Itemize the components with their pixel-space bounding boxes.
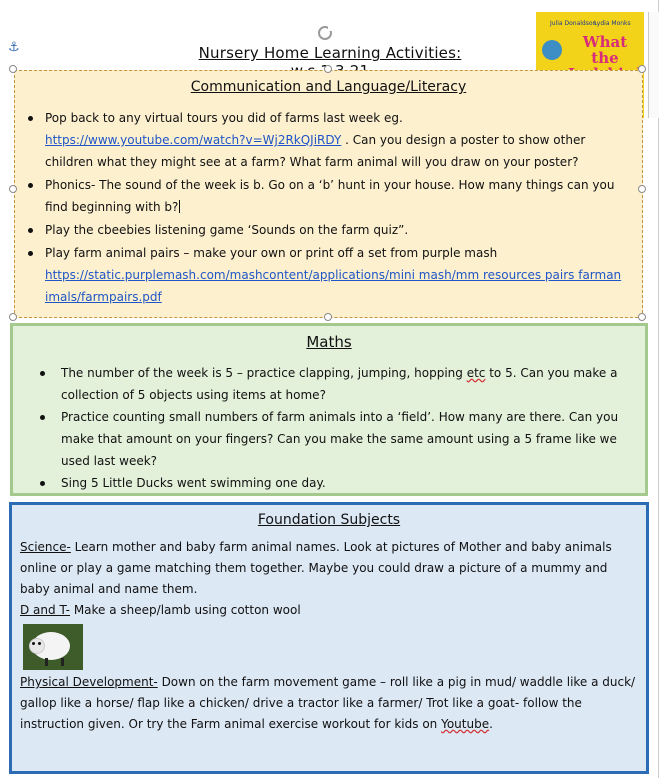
- scrollbar[interactable]: [648, 12, 659, 118]
- resize-handle[interactable]: [9, 185, 17, 193]
- pd-label: Physical Development-: [20, 675, 158, 689]
- pd-paragraph: Physical Development- Down on the farm movement game – roll like a pig in mud/ waddle like a duck/ gallop like a horse/ flap like a chicken/ drive a tractor like a farmer/ Trot like a goat- follow the instruction given. Or try the Farm animal exercise workout for kids on Youtube.: [20, 675, 636, 731]
- bullet-icon: [28, 183, 33, 188]
- maths-section: [10, 323, 648, 496]
- bullet-icon: [40, 481, 45, 486]
- literacy-list: [28, 107, 624, 308]
- maths-list: [40, 362, 630, 494]
- resize-handle[interactable]: [9, 313, 17, 321]
- book-illustrator: Lydia Monks: [594, 20, 631, 27]
- purplemash-link[interactable]: https://static.purplemash.com/mashcontent/applications/mini mash/mm resources pairs farmanimals/farmpairs.pdf: [45, 268, 622, 304]
- resize-handle[interactable]: [638, 65, 646, 73]
- list-item: The number of the week is 5 – practice clapping, jumping, hopping etc to 5. Can you make a collection of 5 objects using items at home?: [40, 362, 630, 406]
- dt-label: D and T-: [20, 603, 71, 617]
- resize-handle[interactable]: [324, 313, 332, 321]
- rotate-handle-icon[interactable]: [318, 26, 332, 40]
- resize-handle[interactable]: [324, 65, 332, 73]
- resize-handle[interactable]: [9, 65, 17, 73]
- list-item: Sing 5 Little Ducks went swimming one day.: [40, 472, 630, 494]
- text-cursor: [179, 200, 180, 213]
- list-item: Play farm animal pairs – make your own or print off a set from purple mash https://static.purplemash.com/mashcontent/applications/mini mash/mm resources pairs farmanimals/farmpairs.pdf: [28, 242, 624, 308]
- bullet-icon: [40, 415, 45, 420]
- bullet-icon: [28, 116, 33, 121]
- science-label: Science-: [20, 540, 71, 554]
- youtube-link[interactable]: https://www.youtube.com/watch?v=Wj2RkQJiRDY: [45, 133, 342, 147]
- book-title: What the: [582, 33, 628, 67]
- bullet-icon: [40, 371, 45, 376]
- resize-handle[interactable]: [638, 313, 646, 321]
- literacy-section[interactable]: [14, 70, 643, 318]
- bullet-icon: [28, 251, 33, 256]
- resize-handle[interactable]: [638, 185, 646, 193]
- maths-heading: Maths: [306, 333, 352, 351]
- list-item: Practice counting small numbers of farm animals into a ‘field’. How many are there. Can you make that amount on your fingers? Can you make the same amount using a 5 frame like we used last week?: [40, 406, 630, 472]
- list-item: Phonics- The sound of the week is b. Go on a ‘b’ hunt in your house. How many things can you find beginning with b?: [28, 174, 624, 218]
- bullet-icon: [28, 228, 33, 233]
- foundation-heading: Foundation Subjects: [257, 512, 401, 528]
- literacy-heading: Communication and Language/Literacy: [190, 79, 467, 95]
- anchor-icon: ⚓: [8, 40, 20, 55]
- cow-illustration: [542, 40, 562, 60]
- book-author: Julia Donaldson: [550, 20, 597, 27]
- foundation-section: [9, 502, 649, 774]
- list-item: Play the cbeebies listening game ‘Sounds on the farm quiz”.: [28, 219, 624, 241]
- dt-paragraph: D and T- Make a sheep/lamb using cotton wool: [20, 603, 301, 617]
- page-title: Nursery Home Learning Activities:: [198, 44, 462, 62]
- list-item: Pop back to any virtual tours you did of farms last week eg. https://www.youtube.com/watch?v=Wj2RkQJiRDY . Can you design a poster to show other children what they might see at a farm? What farm animal will you draw on your poster?: [28, 107, 624, 173]
- science-paragraph: Science- Learn mother and baby farm animal names. Look at pictures of Mother and baby animals online or play a game matching them together. Maybe you could draw a picture of a mummy and baby animal and name them.: [20, 540, 612, 596]
- sheep-photo[interactable]: [23, 624, 83, 670]
